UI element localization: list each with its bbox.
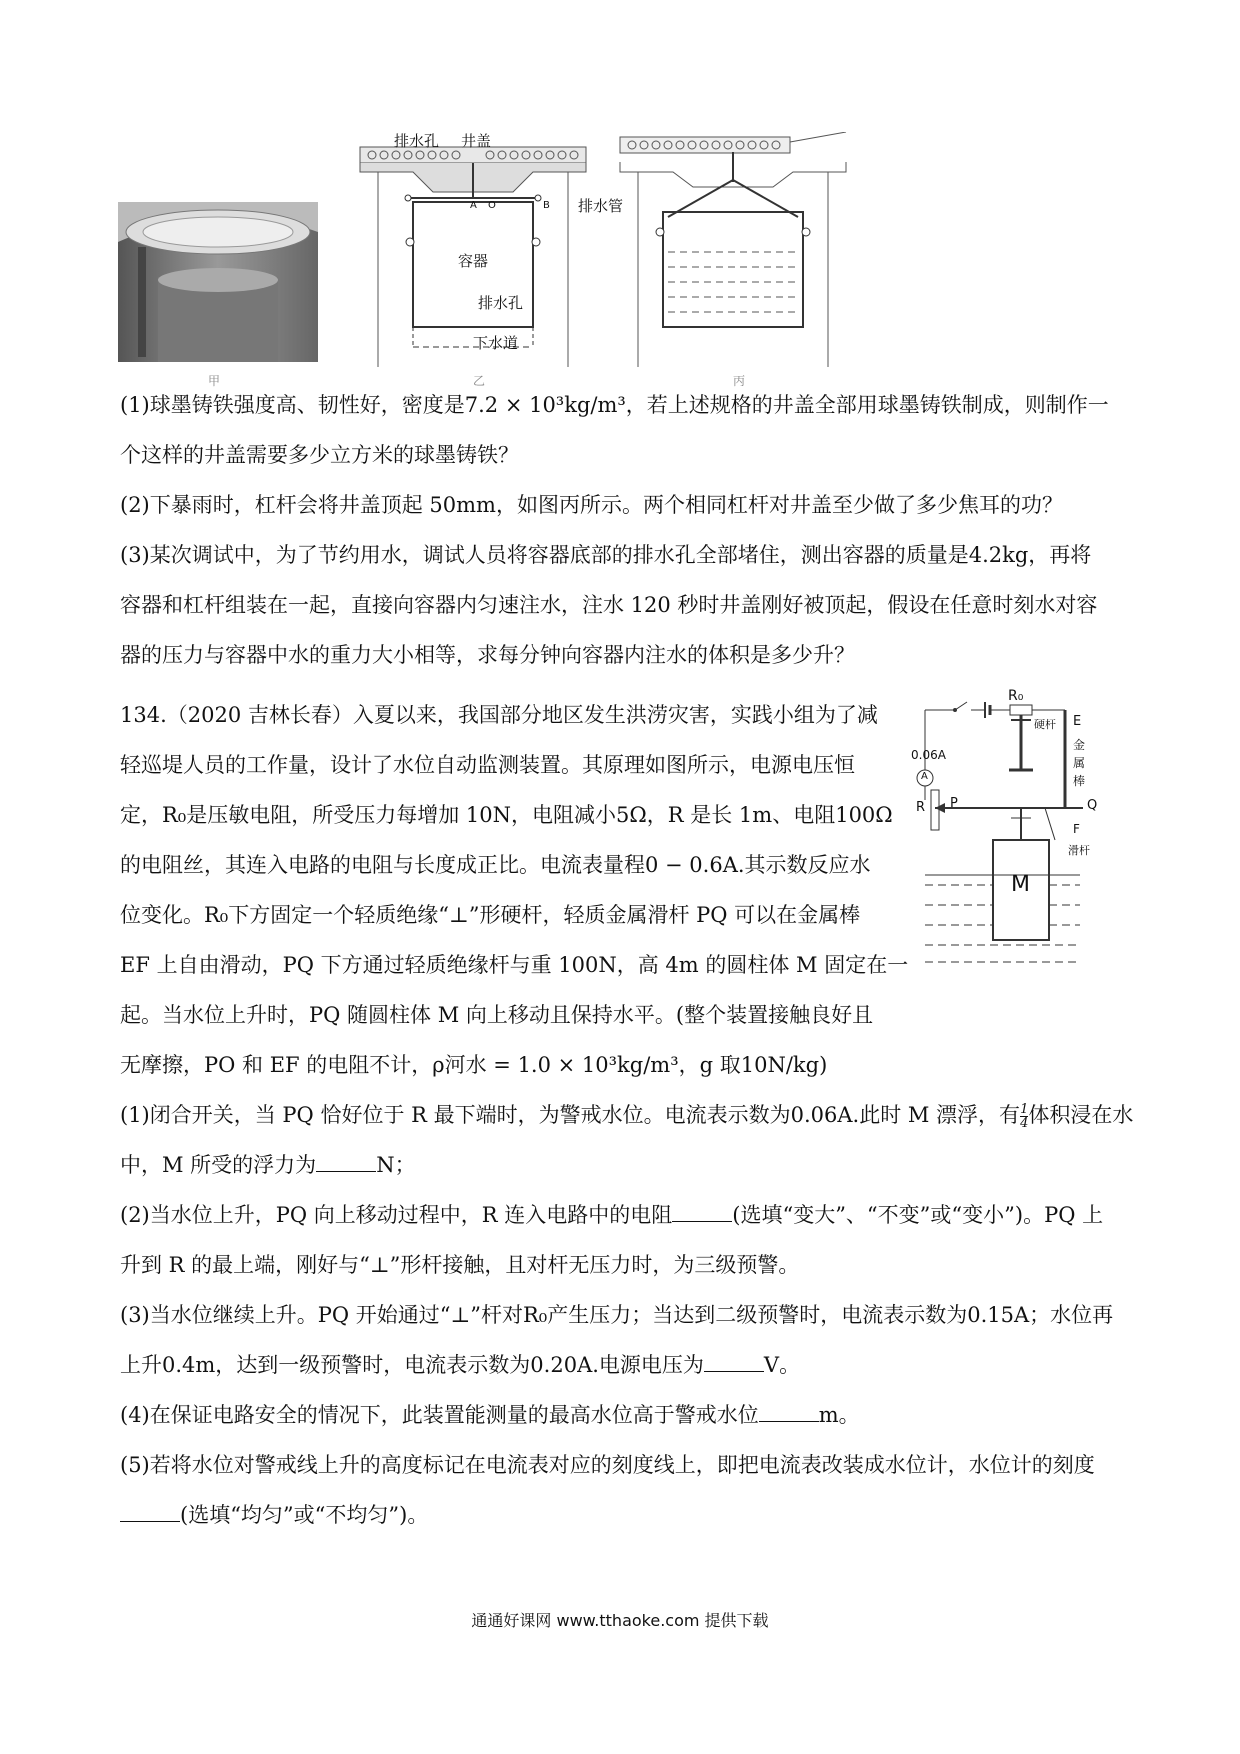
q134-line1: 134.（2020 吉林长春）入夏以来，我国部分地区发生洪涝灾害，实践小组为了减: [120, 703, 878, 727]
q134-sub3-line2-b: V。: [763, 1353, 801, 1377]
circuit-label-p: P: [950, 796, 958, 811]
footer: 通通好课网 www.tthaoke.com 提供下载: [471, 1611, 769, 1630]
answer-blank-max-level[interactable]: [759, 1403, 819, 1422]
circuit-label-m: M: [1011, 872, 1030, 897]
circuit-label-r: R: [916, 800, 926, 815]
circuit-label-e: E: [1073, 714, 1082, 729]
q134-sub1-line2: [120, 1140, 1120, 1190]
q133-part2-line1: (2)下暴雨时，杠杆会将井盖顶起 50mm，如图丙所示。两个相同杠杆对井盖至少做了多少焦耳的功？: [120, 493, 1063, 517]
caption-jia: 甲: [208, 374, 221, 388]
yi-label-drain-pipe: 排水管: [578, 197, 624, 215]
q134-sub5-line2: [120, 1490, 1120, 1540]
q133-part3-line3: 器的压力与容器中水的重力大小相等，求每分钟向容器内注水的体积是多少升？: [120, 643, 855, 667]
q134-sub1-text-a: (1)闭合开关，当 PQ 恰好位于 R 最下端时，为警戒水位。电流表示数为0.06A.此时 M 漂浮，有: [120, 1103, 1021, 1127]
caption-bing: 丙: [733, 374, 746, 388]
q134-sub1-line2-b: N；: [376, 1153, 416, 1177]
q133-part2: [120, 480, 1120, 530]
fraction-denominator: 4: [1020, 1116, 1029, 1131]
q134-sub2-text-b: (选填“变大”、“不变”或“变小”)。PQ 上: [732, 1203, 1104, 1227]
circuit-label-rigid-rod: 硬杆: [1034, 718, 1056, 731]
answer-blank-resistance[interactable]: [672, 1203, 732, 1222]
q134-sub5-line1: (5)若将水位对警戒线上升的高度标记在电流表对应的刻度线上，即把电流表改装成水位计，水位计的刻度: [120, 1453, 1095, 1477]
q134-line7: 起。当水位上升时，PQ 随圆柱体 M 向上移动且保持水平。(整个装置接触良好且: [120, 1003, 874, 1027]
q133-part3-line2: 容器和杠杆组装在一起，直接向容器内匀速注水，注水 120 秒时井盖刚好被顶起，假设在任意时刻水对容: [120, 593, 1098, 617]
yi-point-a: A: [470, 200, 477, 211]
answer-blank-voltage[interactable]: [704, 1353, 764, 1372]
circuit-label-current: 0.06A: [911, 748, 946, 762]
figure-bing-diagram: [618, 132, 848, 382]
fraction-numerator: 1: [1020, 1102, 1029, 1117]
circuit-label-metal-3: 棒: [1073, 774, 1086, 788]
q134-line4: 的电阻丝，其连入电路的电阻与长度成正比。电流表量程0 − 0.6A.其示数反应水: [120, 853, 871, 877]
q134-line2: 轻巡堤人员的工作量，设计了水位自动监测装置。其原理如图所示，电源电压恒: [120, 753, 855, 777]
q134-sub4-text-b: m。: [818, 1403, 860, 1427]
q134-sub4-text-a: (4)在保证电路安全的情况下，此装置能测量的最高水位高于警戒水位: [120, 1403, 759, 1427]
q134-line5: 位变化。R₀下方固定一个轻质绝缘“⊥”形硬杆，轻质金属滑杆 PQ 可以在金属棒: [120, 903, 861, 927]
circuit-label-f: F: [1073, 822, 1080, 836]
q133-part1-line1: (1)球墨铸铁强度高、韧性好，密度是7.2 × 10³kg/m³，若上述规格的井盖全部用球墨铸铁制成，则制作一: [120, 393, 1109, 417]
q133-part1: [120, 380, 1120, 480]
top-figures: [118, 132, 1118, 388]
q134-sub2: [120, 1190, 1120, 1290]
q134-sub4-line1: [120, 1390, 1120, 1440]
circuit-label-metal-1: 金: [1073, 738, 1086, 752]
caption-yi: 乙: [473, 374, 486, 388]
yi-label-drain-hole-2: 排水孔: [478, 294, 524, 312]
circuit-label-metal-2: 属: [1073, 756, 1086, 770]
q134-sub4: [120, 1390, 1120, 1440]
q134-sub2-line2: 升到 R 的最上端，刚好与“⊥”形杆接触，且对杆无压力时，为三级预警。: [120, 1253, 800, 1277]
q134-sub5-line2-text: (选填“均匀”或“不均匀”)。: [180, 1503, 429, 1527]
answer-blank-uniform[interactable]: [120, 1503, 180, 1522]
yi-point-o: O: [488, 200, 496, 211]
q134-stem: [120, 690, 909, 1090]
yi-label-sewer: 下水道: [473, 334, 519, 352]
q134-sub2-text-a: (2)当水位上升，PQ 向上移动过程中，R 连入电路中的电阻: [120, 1203, 673, 1227]
yi-label-drain-hole: 排水孔: [394, 132, 440, 150]
q134-line3: 定，R₀是压敏电阻，所受压力每增加 10N，电阻减小5Ω，R 是长 1m、电阻100Ω: [120, 803, 893, 827]
circuit-label-r0: R₀: [1008, 688, 1024, 704]
q133-part3: [120, 530, 1120, 680]
circuit-label-slide-rod: 滑杆: [1068, 844, 1090, 857]
yi-label-cover: 井盖: [461, 132, 492, 150]
q134-sub1: [120, 1090, 1134, 1190]
q134-line6: EF 上自由滑动，PQ 下方通过轻质绝缘杆与重 100N，高 4m 的圆柱体 M 固定在一: [120, 953, 909, 977]
q134-sub3: [120, 1290, 1120, 1390]
q134-sub3-line2-a: 上升0.4m，达到一级预警时，电流表示数为0.20A.电源电压为: [120, 1353, 704, 1377]
q134-sub2-line1: [120, 1190, 1120, 1240]
yi-point-b: B: [543, 200, 550, 211]
q134-sub1-text-b: 体积浸在水: [1028, 1103, 1134, 1127]
figure-jia-photo: [118, 202, 318, 362]
q134-sub5: [120, 1440, 1120, 1540]
yi-label-container: 容器: [458, 252, 489, 270]
q134-line8: 无摩擦，PO 和 EF 的电阻不计，ρ河水 = 1.0 × 10³kg/m³，g 取10N/kg): [120, 1053, 828, 1077]
q133-part1-line2: 个这样的井盖需要多少立方米的球墨铸铁？: [120, 443, 519, 467]
q134-sub3-line2: [120, 1340, 1120, 1390]
q134-sub3-line1: (3)当水位继续上升。PQ 开始通过“⊥”杆对R₀产生压力；当达到二级预警时，电流表示数为0.15A；水位再: [120, 1303, 1114, 1327]
circuit-label-q: Q: [1087, 798, 1098, 813]
circuit-diagram: [905, 690, 1085, 980]
q133-part3-line1: (3)某次调试中，为了节约用水，调试人员将容器底部的排水孔全部堵住，测出容器的质量是4.2kg，再将: [120, 543, 1092, 567]
q134-sub1-line2-a: 中，M 所受的浮力为: [120, 1153, 317, 1177]
q134-sub1-line1: [120, 1090, 1134, 1140]
circuit-label-ammeter: A: [921, 771, 928, 782]
answer-blank-buoyancy[interactable]: [316, 1153, 376, 1172]
